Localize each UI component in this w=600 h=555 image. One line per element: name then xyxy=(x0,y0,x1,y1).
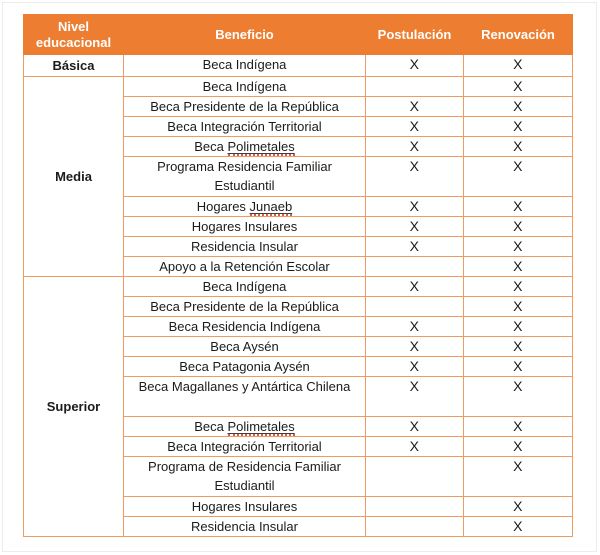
misspelled-word: Polimetales xyxy=(227,419,295,434)
benefit-cell xyxy=(124,337,366,357)
postulacion-cell: X xyxy=(366,157,464,197)
benefit-label: Beca Residencia Indígena xyxy=(168,319,321,334)
header-cell-nivel-educacional: Nivel educacional xyxy=(24,15,124,55)
benefit-label: Apoyo a la Retención Escolar xyxy=(159,259,330,274)
table-row xyxy=(24,277,573,297)
benefit-cell xyxy=(124,457,366,497)
benefit-cell xyxy=(124,517,366,537)
postulacion-cell: X xyxy=(366,137,464,157)
benefit-cell xyxy=(124,437,366,457)
benefit-cell xyxy=(124,417,366,437)
renovacion-cell: X xyxy=(464,497,573,517)
benefit-label: Beca Magallanes y Antártica Chilena xyxy=(138,379,351,394)
postulacion-cell: X xyxy=(366,417,464,437)
benefit-cell xyxy=(124,237,366,257)
benefit-cell xyxy=(124,77,366,97)
postulacion-cell: X xyxy=(366,377,464,417)
renovacion-cell: X xyxy=(464,317,573,337)
renovacion-cell: X xyxy=(464,297,573,317)
table-row xyxy=(24,55,573,77)
benefit-cell xyxy=(124,157,366,197)
benefit-label: Beca Indígena xyxy=(202,79,287,94)
postulacion-cell: X xyxy=(366,117,464,137)
benefits-table xyxy=(23,14,573,537)
renovacion-cell: X xyxy=(464,97,573,117)
benefit-cell xyxy=(124,197,366,217)
renovacion-cell: X xyxy=(464,457,573,497)
benefit-cell xyxy=(124,277,366,297)
benefit-cell xyxy=(124,357,366,377)
benefit-label: Hogares Insulares xyxy=(191,499,298,514)
postulacion-cell xyxy=(366,497,464,517)
benefit-label: Residencia Insular xyxy=(191,239,298,254)
benefit-label: Hogares Junaeb xyxy=(196,199,293,214)
postulacion-cell xyxy=(366,517,464,537)
benefit-cell xyxy=(124,137,366,157)
benefit-label: Beca Presidente de la República xyxy=(150,99,339,114)
postulacion-cell: X xyxy=(366,317,464,337)
postulacion-cell: X xyxy=(366,217,464,237)
postulacion-cell xyxy=(366,457,464,497)
postulacion-cell: X xyxy=(366,337,464,357)
postulacion-cell: X xyxy=(366,357,464,377)
benefit-cell xyxy=(124,257,366,277)
benefit-label: Beca Patagonia Aysén xyxy=(179,359,310,374)
renovacion-cell: X xyxy=(464,377,573,417)
postulacion-cell xyxy=(366,257,464,277)
renovacion-cell: X xyxy=(464,157,573,197)
renovacion-cell: X xyxy=(464,237,573,257)
benefit-cell xyxy=(124,217,366,237)
renovacion-cell: X xyxy=(464,357,573,377)
header-cell-postulacion: Postulación xyxy=(366,15,464,55)
renovacion-cell: X xyxy=(464,337,573,357)
benefit-label: Beca Aysén xyxy=(210,339,279,354)
renovacion-cell: X xyxy=(464,197,573,217)
benefit-label: Programa de Residencia Familiar Estudiantil xyxy=(148,459,341,493)
benefit-cell xyxy=(124,297,366,317)
postulacion-cell: X xyxy=(366,277,464,297)
benefit-label: Beca Polimetales xyxy=(194,139,295,154)
renovacion-cell: X xyxy=(464,137,573,157)
header-cell-renovacion: Renovación xyxy=(464,15,573,55)
benefit-label: Beca Integración Territorial xyxy=(167,439,322,454)
benefit-cell xyxy=(124,55,366,77)
misspelled-word: Polimetales xyxy=(227,139,295,154)
benefit-label: Beca Indígena xyxy=(202,279,287,294)
level-cell-superior: Superior xyxy=(24,277,124,537)
benefit-cell xyxy=(124,317,366,337)
benefit-label: Programa Residencia Familiar Estudiantil xyxy=(157,159,332,193)
postulacion-cell: X xyxy=(366,97,464,117)
renovacion-cell: X xyxy=(464,277,573,297)
benefit-label: Residencia Insular xyxy=(191,519,298,534)
benefit-label: Beca Indígena xyxy=(202,57,287,72)
renovacion-cell: X xyxy=(464,217,573,237)
table-header-row xyxy=(24,15,573,55)
renovacion-cell: X xyxy=(464,55,573,77)
misspelled-word: Junaeb xyxy=(249,199,293,214)
renovacion-cell: X xyxy=(464,257,573,277)
benefit-label: Beca Polimetales xyxy=(194,419,295,434)
level-cell-básica: Básica xyxy=(24,55,124,77)
level-cell-media: Media xyxy=(24,77,124,277)
postulacion-cell: X xyxy=(366,55,464,77)
benefit-label: Hogares Insulares xyxy=(191,219,298,234)
postulacion-cell xyxy=(366,297,464,317)
renovacion-cell: X xyxy=(464,437,573,457)
postulacion-cell xyxy=(366,77,464,97)
renovacion-cell: X xyxy=(464,417,573,437)
benefit-cell xyxy=(124,117,366,137)
renovacion-cell: X xyxy=(464,77,573,97)
table-row xyxy=(24,77,573,97)
benefit-cell xyxy=(124,497,366,517)
postulacion-cell: X xyxy=(366,237,464,257)
postulacion-cell: X xyxy=(366,197,464,217)
renovacion-cell: X xyxy=(464,117,573,137)
table-body xyxy=(24,55,573,537)
benefit-cell xyxy=(124,97,366,117)
renovacion-cell: X xyxy=(464,517,573,537)
postulacion-cell: X xyxy=(366,437,464,457)
benefit-label: Beca Integración Territorial xyxy=(167,119,322,134)
benefit-label: Beca Presidente de la República xyxy=(150,299,339,314)
benefit-cell xyxy=(124,377,366,417)
header-cell-beneficio: Beneficio xyxy=(124,15,366,55)
